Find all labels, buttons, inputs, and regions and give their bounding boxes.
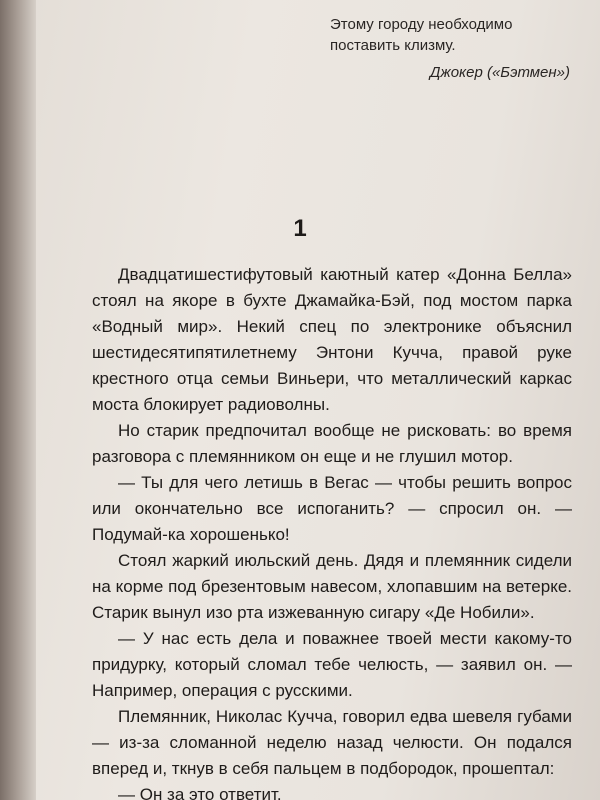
epigraph-author: Джокер («Бэтмен») [429,64,570,81]
paragraph: Но старик предпочитал вообще не рисковать: во время разговора с племянником он еще и не глушил мотор. [92,421,572,466]
paragraph: — У нас есть дела и поважнее твоей мести какому-то придурку, который сломал тебе челюсть, — заявил он. — Например, операция с русскими. [92,629,572,700]
paragraph: — Ты для чего летишь в Вегас — чтобы решить вопрос или окончательно все испоганить? — спросил он. — Подумай-ка хорошенько! [92,473,572,544]
chapter-number: 1 [293,215,307,242]
paragraph: Двадцатишестифутовый каютный катер «Донна Белла» стоял на якоре в бухте Джамайка-Бэй, под мостом парка «Водный мир». Некий спец по электронике объяснил шестидесятипятилетнему Энтони Кучча, правой руке крестного отца семьи Виньери, что металлический каркас моста блокирует радиоволны. [92,265,572,414]
paragraph: Стоял жаркий июльский день. Дядя и племянник сидели на корме под брезентовым навесом, хлопавшим на ветерке. Старик вынул изо рта изжеванную сигару «Де Нобили». [92,551,572,622]
paragraph: Племянник, Николас Кучча, говорил едва шевеля губами — из-за сломанной неделю назад челюсти. Он подался вперед и, ткнув в себя пальцем в подбородок, прошептал: [92,707,572,778]
paragraph: — Он за это ответит. [118,785,282,800]
page-gutter [0,0,36,800]
epigraph [330,14,580,83]
epigraph-quote: Этому городу необходимо поставить клизму. [330,16,513,54]
chapter-body [92,262,572,800]
